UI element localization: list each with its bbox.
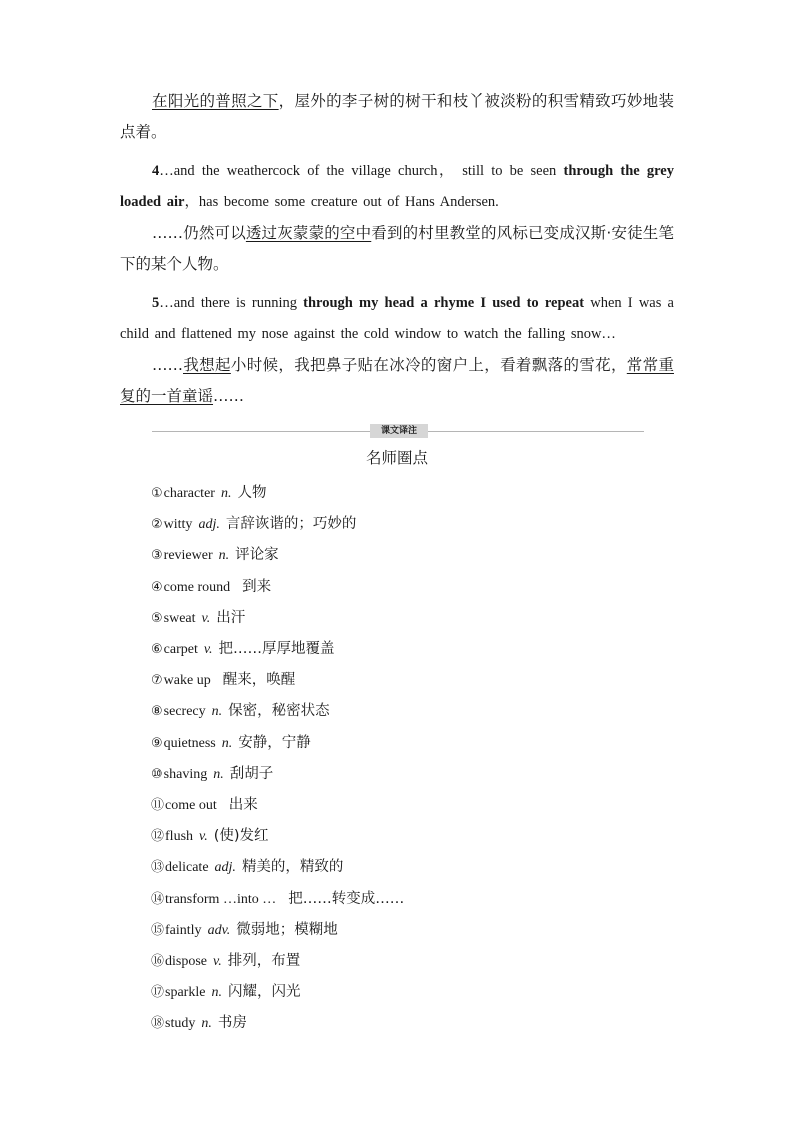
vocab-meaning: 保密，秘密状态 (228, 703, 330, 720)
item-5-english (120, 288, 674, 350)
vocab-number: ⑮ (151, 922, 165, 938)
vocab-word: sweat (163, 610, 196, 626)
vocab-word: come round (163, 579, 231, 595)
underlined-phrase: 我想起 (183, 356, 231, 374)
vocab-part-of-speech: n. (221, 735, 233, 751)
vocab-number: ① (151, 486, 163, 501)
vocab-meaning: 言辞诙谐的；巧妙的 (225, 516, 357, 533)
vocab-part-of-speech: n. (218, 548, 230, 564)
vocab-word: shaving (163, 766, 208, 782)
vocab-item (151, 759, 674, 790)
vocab-item (151, 915, 674, 946)
vocab-number: ⑫ (151, 829, 165, 845)
vocab-part-of-speech: adv. (207, 922, 231, 938)
section-title: 名师圈点 (365, 449, 428, 467)
sentence-text: ，has become some creature out of Hans Andersen. (184, 194, 499, 210)
vocab-meaning: 把……转变成…… (288, 890, 405, 907)
vocab-number: ⑬ (151, 860, 165, 876)
vocab-word: reviewer (163, 548, 213, 564)
sentence-text: when I was a child and flattened my nose against the cold window to watch the falling snow… (120, 295, 674, 342)
vocab-meaning: 出来 (228, 797, 258, 814)
vocab-number: ⑯ (151, 954, 165, 970)
vocab-word: delicate (165, 860, 209, 876)
vocab-part-of-speech: v. (201, 610, 211, 626)
divider-badge: 课文译注 (370, 424, 428, 438)
vocab-word: carpet (163, 642, 198, 658)
vocab-number: ⑱ (151, 1016, 165, 1032)
vocab-part-of-speech: v. (203, 642, 213, 658)
vocab-number: ⑤ (151, 610, 163, 626)
vocab-meaning: 排列，布置 (227, 953, 301, 970)
vocab-item (151, 603, 674, 634)
translation-text: ……仍然可以 (152, 224, 246, 242)
vocab-word: dispose (165, 954, 208, 970)
sentence-text: …and there is running (159, 295, 304, 311)
vocab-meaning: (使)发红 (213, 828, 269, 845)
vocab-number: ⑨ (151, 735, 163, 751)
vocabulary-list (120, 478, 674, 1040)
vocab-part-of-speech: adj. (198, 517, 220, 533)
vocab-word: transform …into … (165, 891, 277, 907)
item-number: 5 (152, 295, 160, 311)
vocab-word: character (163, 486, 215, 501)
vocab-item (151, 1008, 674, 1039)
vocab-meaning: 人物 (237, 485, 267, 501)
item-4-chinese (120, 218, 674, 280)
document-page (120, 86, 674, 1040)
vocab-meaning: 刮胡子 (229, 765, 274, 782)
vocab-item (151, 665, 674, 696)
vocab-word: come out (165, 798, 217, 814)
vocab-item (151, 540, 674, 571)
vocab-meaning: 闪耀，闪光 (227, 984, 301, 1001)
vocab-item (151, 572, 674, 603)
vocab-word: wake up (163, 673, 211, 689)
vocab-part-of-speech: n. (220, 486, 232, 501)
vocab-item (151, 509, 674, 540)
vocab-part-of-speech: n. (211, 704, 223, 720)
vocab-number: ⑦ (151, 673, 163, 689)
vocab-number: ⑰ (151, 985, 165, 1001)
vocab-item (151, 884, 674, 915)
vocab-item (151, 634, 674, 665)
vocab-part-of-speech: adj. (214, 860, 236, 876)
vocab-meaning: 到来 (242, 578, 272, 595)
vocab-number: ⑭ (151, 891, 165, 907)
bold-phrase: through my head a rhyme I used to repeat (303, 295, 585, 311)
paragraph-top-translation (120, 86, 674, 148)
vocab-item (151, 478, 674, 509)
vocab-number: ⑥ (151, 642, 163, 658)
vocab-number: ④ (151, 579, 163, 595)
translation-text: 小时候，我把鼻子贴在冰冷的窗户上，看着飘落的雪花， (230, 356, 627, 374)
paragraph-text: ，屋外的李子树的树干和枝丫被淡粉的积雪精致巧妙地装点着。 (120, 92, 674, 141)
vocab-item (151, 728, 674, 759)
translation-text: 看到的村里教堂的风标已变成汉斯·安徒生笔下的某个人物。 (120, 224, 674, 273)
vocab-item (151, 946, 674, 977)
vocab-part-of-speech: v. (199, 829, 208, 845)
vocab-word: witty (163, 517, 193, 533)
section-divider (152, 424, 644, 438)
item-4-english (120, 156, 674, 218)
vocab-meaning: 精美的，精致的 (241, 859, 344, 876)
vocab-meaning: 把……厚厚地覆盖 (218, 641, 335, 658)
vocab-part-of-speech: n. (201, 1016, 212, 1032)
vocab-part-of-speech: n. (211, 985, 222, 1001)
underlined-phrase: 常常重复的一首童谣 (120, 356, 674, 405)
vocab-number: ⑧ (151, 704, 163, 720)
item-5-chinese (120, 350, 674, 412)
vocab-item (151, 977, 674, 1008)
item-number: 4 (152, 163, 160, 179)
vocab-word: secrecy (163, 704, 206, 720)
vocab-part-of-speech: v. (213, 954, 222, 970)
vocab-number: ⑪ (151, 798, 165, 814)
bold-phrase: through the grey loaded air (120, 163, 674, 210)
vocab-meaning: 书房 (217, 1015, 247, 1032)
vocab-meaning: 安静，宁静 (238, 734, 311, 751)
vocab-item (151, 821, 674, 852)
vocab-part-of-speech: n. (213, 766, 224, 782)
underlined-phrase: 在阳光的普照之下 (152, 92, 279, 110)
vocab-meaning: 醒来，唤醒 (222, 672, 296, 689)
underlined-phrase: 透过灰蒙蒙的空中 (245, 224, 372, 242)
vocab-item (151, 852, 674, 883)
vocab-item (151, 790, 674, 821)
translation-text: …… (213, 387, 245, 405)
vocab-word: quietness (163, 735, 216, 751)
translation-text: …… (152, 356, 183, 374)
vocab-word: study (165, 1016, 196, 1032)
vocab-number: ③ (151, 548, 163, 564)
vocab-meaning: 微弱地；模糊地 (236, 921, 338, 938)
vocab-word: faintly (165, 922, 202, 938)
vocab-meaning: 出汗 (216, 609, 246, 626)
vocab-meaning: 评论家 (235, 547, 279, 564)
vocab-item (151, 696, 674, 727)
vocab-number: ⑩ (151, 766, 163, 782)
vocab-word: sparkle (165, 985, 206, 1001)
sentence-text: …and the weathercock of the village church， still to be seen (159, 163, 564, 179)
vocab-word: flush (165, 829, 194, 845)
vocab-number: ② (151, 517, 163, 533)
